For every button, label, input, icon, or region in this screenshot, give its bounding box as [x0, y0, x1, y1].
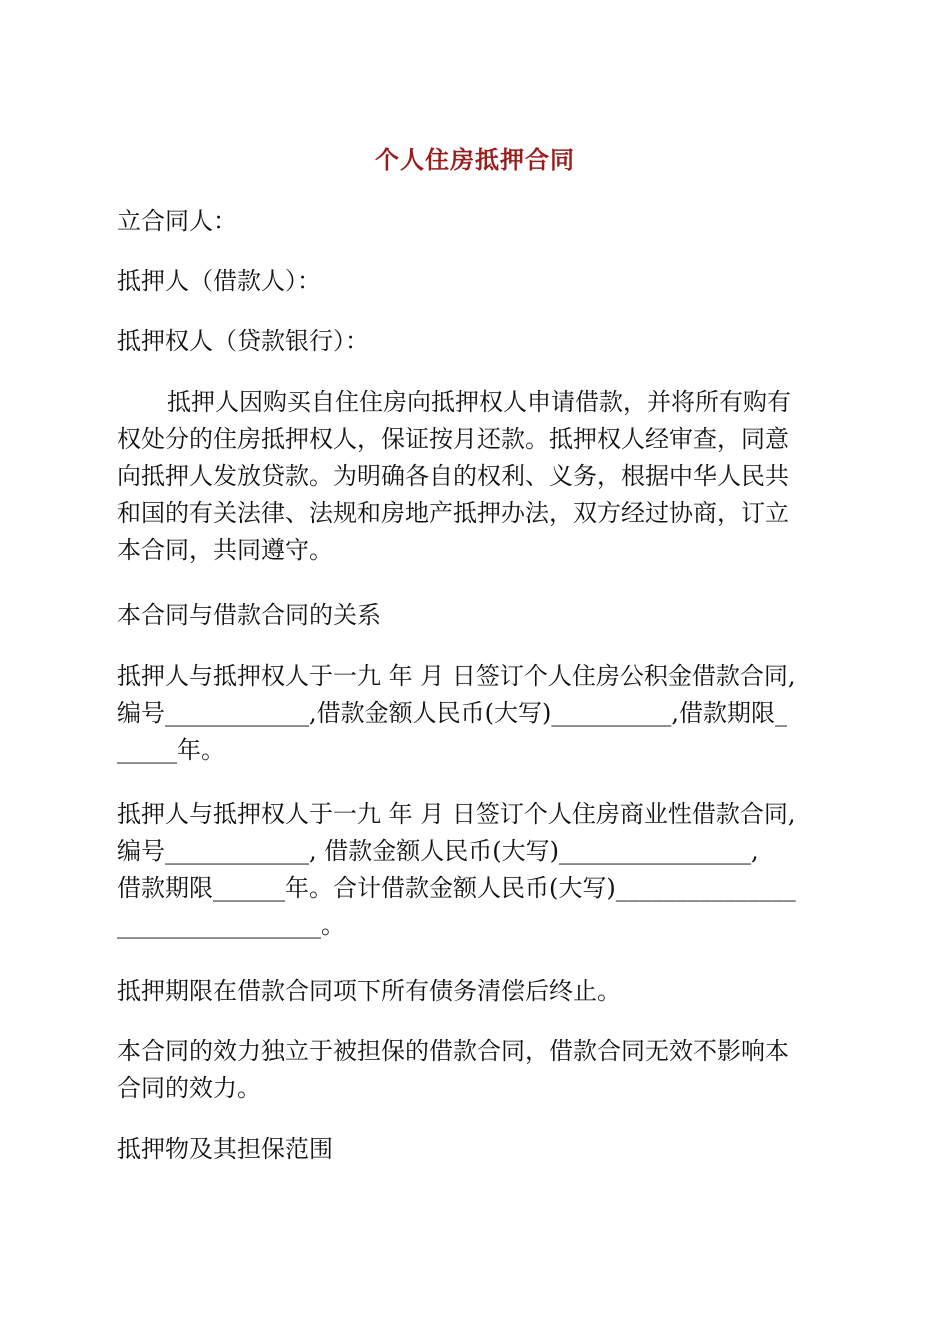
clause-line: 借款期限______年。合计借款金额人民币(大写)_______________	[117, 874, 796, 902]
mortgagor-line: 抵押人（借款人）：	[117, 267, 321, 295]
preamble-line: 权处分的住房抵押权人，保证按月还款。抵押权人经审查，同意	[117, 425, 789, 453]
clause-line: _________________。	[117, 911, 345, 939]
preamble-paragraph	[117, 384, 837, 569]
commercial-loan-clause	[117, 796, 837, 944]
document-title: 个人住房抵押合同	[375, 145, 575, 174]
clause-line: 合同的效力。	[117, 1074, 261, 1102]
provident-fund-clause	[117, 658, 837, 769]
preamble-line: 和国的有关法律、法规和房地产抵押办法，双方经过协商，订立	[117, 499, 789, 527]
term-clause: 抵押期限在借款合同项下所有债务清偿后终止。	[117, 977, 621, 1005]
clause-line: 本合同的效力独立于被担保的借款合同，借款合同无效不影响本	[117, 1037, 789, 1065]
preamble-line: 本合同，共同遵守。	[117, 536, 333, 564]
clause-line: 编号____________, 借款金额人民币(大写)________________,	[117, 837, 759, 865]
independence-clause	[117, 1033, 837, 1107]
signatory-line: 立合同人：	[117, 207, 237, 235]
clause-line: 抵押人与抵押权人于一九 年 月 日签订个人住房商业性借款合同,	[117, 800, 796, 828]
preamble-line: 抵押人因购买自住住房向抵押权人申请借款，并将所有购有	[167, 388, 791, 416]
mortgagee-line: 抵押权人（贷款银行）：	[117, 327, 369, 355]
section-heading-loan-relation: 本合同与借款合同的关系	[117, 601, 381, 629]
clause-line: 编号____________,借款金额人民币(大写)__________,借款期限_	[117, 699, 787, 727]
clause-line: 抵押人与抵押权人于一九 年 月 日签订个人住房公积金借款合同,	[117, 662, 796, 690]
preamble-line: 向抵押人发放贷款。为明确各自的权利、义务，根据中华人民共	[117, 462, 789, 490]
clause-line: _____年。	[117, 736, 225, 764]
section-heading-collateral: 抵押物及其担保范围	[117, 1135, 333, 1163]
